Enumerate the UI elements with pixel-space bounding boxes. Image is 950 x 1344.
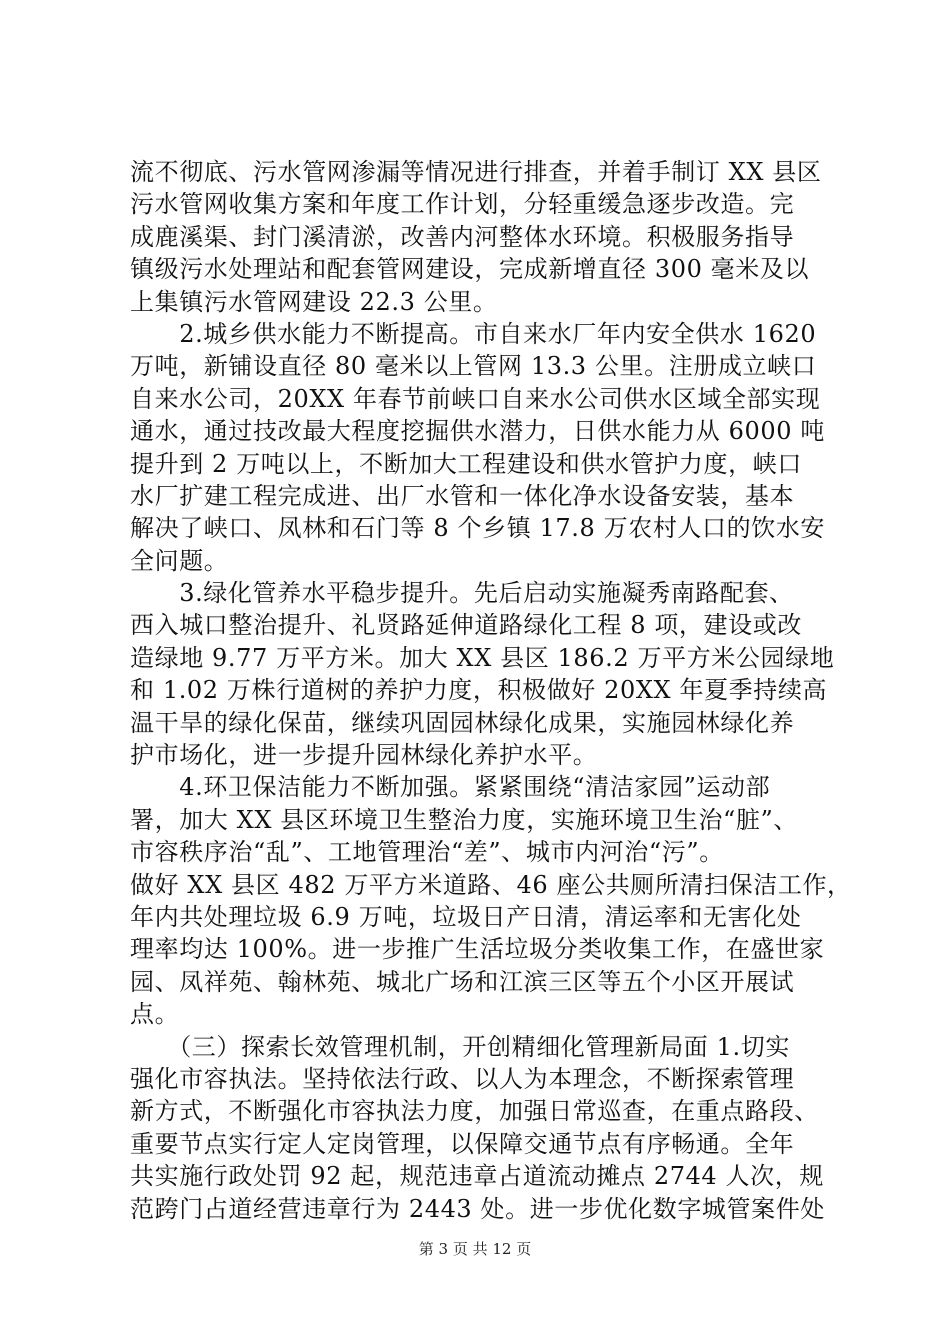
text-line: 通水，通过技改最大程度挖掘供水潜力，日供水能力从 6000 吨: [130, 417, 825, 446]
text-line: 年内共处理垃圾 6.9 万吨，垃圾日产日清，清运率和无害化处: [130, 902, 802, 931]
text-line: 新方式，不断强化市容执法力度，加强日常巡查，在重点路段、: [130, 1097, 819, 1126]
text-line: 做好 XX 县区 482 万平方米道路、46 座公共厕所清扫保洁工作，: [130, 870, 852, 899]
text-line: 造绿地 9.77 万平方米。加大 XX 县区 186.2 万平方米公园绿地: [130, 643, 835, 672]
text-line: 2.城乡供水能力不断提高。市自来水厂年内安全供水 1620: [130, 319, 817, 348]
text-line: 共实施行政处罚 92 起，规范违章占道流动摊点 2744 人次，规: [130, 1162, 824, 1191]
page-footer: [0, 1239, 950, 1259]
text-line: 温干旱的绿化保苗，继续巩固园林绿化成果，实施园林绿化养: [130, 708, 795, 737]
text-line: 万吨，新铺设直径 80 毫米以上管网 13.3 公里。注册成立峡口: [130, 352, 817, 381]
text-line: 范跨门占道经营违章行为 2443 处。进一步优化数字城管案件处: [130, 1194, 825, 1223]
text-line: 解决了峡口、凤林和石门等 8 个乡镇 17.8 万农村人口的饮水安: [130, 514, 826, 543]
text-line: 护市场化，进一步提升园林绿化养护水平。: [130, 741, 598, 770]
text-line: 污水管网收集方案和年度工作计划，分轻重缓急逐步改造。完: [130, 190, 795, 219]
text-line: 成鹿溪渠、封门溪清淤，改善内河整体水环境。积极服务指导: [130, 222, 795, 251]
text-line: 4.环卫保洁能力不断加强。紧紧围绕“清洁家园”运动部: [130, 773, 771, 802]
text-line: 水厂扩建工程完成进、出厂水管和一体化净水设备安装，基本: [130, 481, 795, 510]
text-line: 重要节点实行定人定岗管理，以保障交通节点有序畅通。全年: [130, 1129, 795, 1158]
text-line: 西入城口整治提升、礼贤路延伸道路绿化工程 8 项，建设或改: [130, 611, 802, 640]
text-line: 流不彻底、污水管网渗漏等情况进行排查，并着手制订 XX 县区: [130, 158, 822, 186]
text-line: 和 1.02 万株行道树的养护力度，积极做好 20XX 年夏季持续高: [130, 676, 828, 705]
page-number-label: 第 3 页 共 12 页: [418, 1240, 532, 1258]
text-line: 提升到 2 万吨以上，不断加大工程建设和供水管护力度，峡口: [130, 449, 802, 478]
text-line: 理率均达 100%。进一步推广生活垃圾分类收集工作，在盛世家: [130, 935, 825, 964]
text-line: 强化市容执法。坚持依法行政、以人为本理念，不断探索管理: [130, 1064, 795, 1093]
text-line: （三）探索长效管理机制，开创精细化管理新局面 1.切实: [130, 1032, 790, 1061]
text-line: 镇级污水处理站和配套管网建设，完成新增直径 300 毫米及以: [130, 255, 810, 284]
text-line: 自来水公司，20XX 年春节前峡口自来水公司供水区域全部实现: [130, 384, 821, 413]
text-line: 园、凤祥苑、翰林苑、城北广场和江滨三区等五个小区开展试: [130, 967, 795, 996]
text-line: 全问题。: [130, 546, 229, 575]
body-text: [130, 156, 852, 1225]
text-line: 上集镇污水管网建设 22.3 公里。: [130, 287, 498, 316]
text-line: 署，加大 XX 县区环境卫生整治力度，实施环境卫生治“脏”、: [130, 805, 798, 834]
text-line: 市容秩序治“乱”、工地管理治“差”、城市内河治“污”。: [130, 838, 724, 867]
text-line: 点。: [130, 1000, 180, 1029]
text-line: 3.绿化管养水平稳步提升。先后启动实施凝秀南路配套、: [130, 579, 794, 608]
